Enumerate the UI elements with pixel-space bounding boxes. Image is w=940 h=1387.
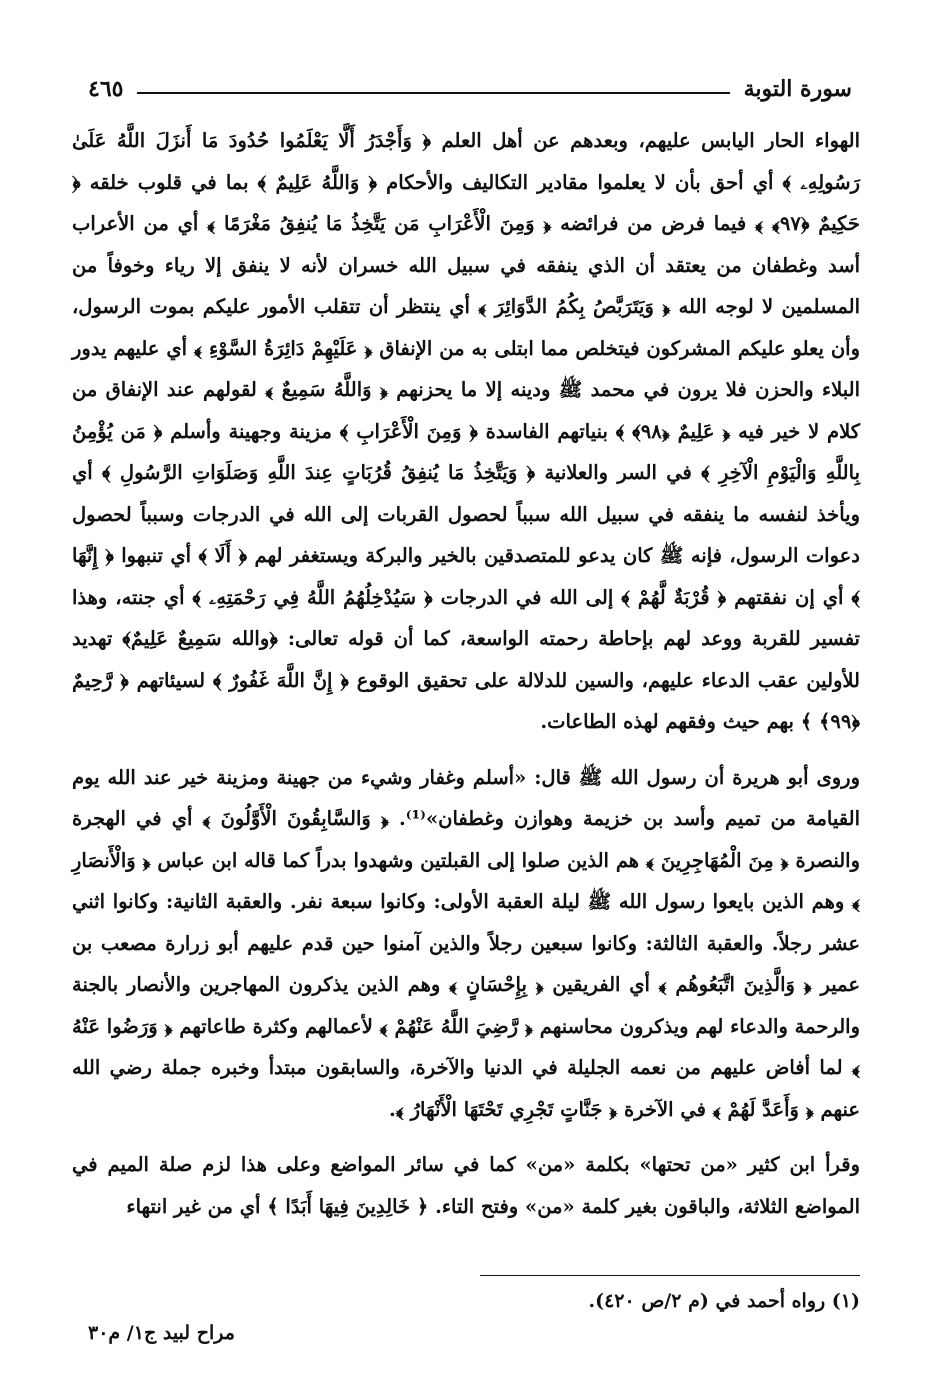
footnote: (١) رواه أحمد في (م ٢/ص ٤٢٠).	[588, 1290, 860, 1312]
signature-mark: مراح لبيد ج١/ م٣٠	[88, 1322, 235, 1344]
page-body	[72, 120, 860, 1227]
footnote-divider	[480, 1275, 860, 1276]
page-number: ٤٦٥	[88, 76, 124, 102]
surah-title: سورة التوبة	[743, 76, 852, 102]
paragraph: الهواء الحار اليابس عليهم، وبعدهم عن أهل العلم ﴿ وَأَجْدَرُ أَلَّا يَعْلَمُوا حُدُودَ مَا أَنزَلَ اللَّهُ عَلَىٰ رَسُولِهِۦ ﴾ أي أحق بأن لا يعلموا مقادير التكاليف والأحكام ﴿ وَاللَّهُ عَلِيمٌ ﴾ بما في قلوب خلقه ﴿ حَكِيمٌ ﴿٩٧﴾ ﴾ فيما فرض من فرائضه ﴿ وَمِنَ الْأَعْرَابِ مَن يَتَّخِذُ مَا يُنفِقُ مَغْرَمًا ﴾ أي من الأعراب أسد وغطفان من يعتقد أن الذي ينفقه في سبيل الله خسران لأنه لا ينفق إلا رياء وخوفاً من المسلمين لا لوجه الله ﴿ وَيَتَرَبَّصُ بِكُمُ الدَّوَائِرَ ﴾ أي ينتظر أن تتقلب الأمور عليكم بموت الرسول، وأن يعلو عليكم المشركون فيتخلص مما ابتلى به من الإنفاق ﴿ عَلَيْهِمْ دَائِرَةُ السَّوْءِ ﴾ أي عليهم يدور البلاء والحزن فلا يرون في محمد ﷺ ودينه إلا ما يحزنهم ﴿ وَاللَّهُ سَمِيعٌ ﴾ لقولهم عند الإنفاق من كلام لا خير فيه ﴿ عَلِيمٌ ﴿٩٨﴾ ﴾ بنياتهم الفاسدة ﴿ وَمِنَ الْأَعْرَابِ ﴾ مزينة وجهينة وأسلم ﴿ مَن يُؤْمِنُ بِاللَّهِ وَالْيَوْمِ الْآخِرِ ﴾ في السر والعلانية ﴿ وَيَتَّخِذُ مَا يُنفِقُ قُرُبَاتٍ عِندَ اللَّهِ وَصَلَوَاتِ الرَّسُولِ ﴾ أي ويأخذ لنفسه ما ينفقه في سبيل الله سبباً لحصول القربات إلى الله في الدرجات وسبباً لحصول دعوات الرسول، فإنه ﷺ كان يدعو للمتصدقين بالخير والبركة ويستغفر لهم ﴿ أَلَا ﴾ أي تنبهوا ﴿ إِنَّهَا ﴾ أي إن نفقتهم ﴿ قُرْبَةٌ لَّهُمْ ﴾ إلى الله في الدرجات ﴿ سَيُدْخِلُهُمُ اللَّهُ فِي رَحْمَتِهِۦ ﴾ أي جنته، وهذا تفسير للقربة ووعد لهم بإحاطة رحمته الواسعة، كما أن قوله تعالى: ﴿والله سَمِيعٌ عَلِيمٌ﴾ تهديد للأولين عقب الدعاء عليهم، والسين للدلالة على تحقيق الوقوع ﴿ إِنَّ اللَّهَ غَفُورٌ ﴾ لسيئاتهم ﴿ رَّحِيمٌ ﴿٩٩﴾ ﴾ بهم حيث وفقهم لهذه الطاعات.	[72, 129, 860, 733]
header-rule	[137, 92, 729, 94]
paragraph: وقرأ ابن كثير «من تحتها» بكلمة «من» كما في سائر المواضع وعلى هذا لزم صلة الميم في المواضع الثلاثة، والباقون بغير كلمة «من» وفتح التاء. ﴿ خَالِدِينَ فِيهَا أَبَدًا ﴾ أي من غير انتهاء	[72, 1153, 860, 1218]
paragraph: وروى أبو هريرة أن رسول الله ﷺ قال: «أسلم وغفار وشيء من جهينة ومزينة خير عند الله يوم القيامة من تميم وأسد بن خزيمة وهوازن وغطفان»⁽¹⁾. ﴿ وَالسَّابِقُونَ الْأَوَّلُونَ ﴾ أي في الهجرة والنصرة ﴿ مِنَ الْمُهَاجِرِينَ ﴾ هم الذين صلوا إلى القبلتين وشهدوا بدراً كما قاله ابن عباس ﴿ وَالْأَنصَارِ ﴾ وهم الذين بايعوا رسول الله ﷺ ليلة العقبة الأولى: وكانوا سبعة نفر. والعقبة الثانية: وكانوا اثني عشر رجلاً. والعقبة الثالثة: وكانوا سبعين رجلاً والذين آمنوا حين قدم عليهم أبو زرارة مصعب بن عمير ﴿ وَالَّذِينَ اتَّبَعُوهُم ﴾ أي الفريقين ﴿ بِإِحْسَانٍ ﴾ وهم الذين يذكرون المهاجرين والأنصار بالجنة والرحمة والدعاء لهم ويذكرون محاسنهم ﴿ رَّضِيَ اللَّهُ عَنْهُمْ ﴾ لأعمالهم وكثرة طاعاتهم ﴿ وَرَضُوا عَنْهُ ﴾ لما أفاض عليهم من نعمه الجليلة في الدنيا والآخرة، والسابقون مبتدأ وخبره جملة رضي الله عنهم ﴿ وَأَعَدَّ لَهُمْ ﴾ في الآخرة ﴿ جَنَّاتٍ تَجْرِي تَحْتَهَا الْأَنْهَارُ ﴾.	[72, 765, 860, 1121]
page-header	[88, 62, 852, 102]
